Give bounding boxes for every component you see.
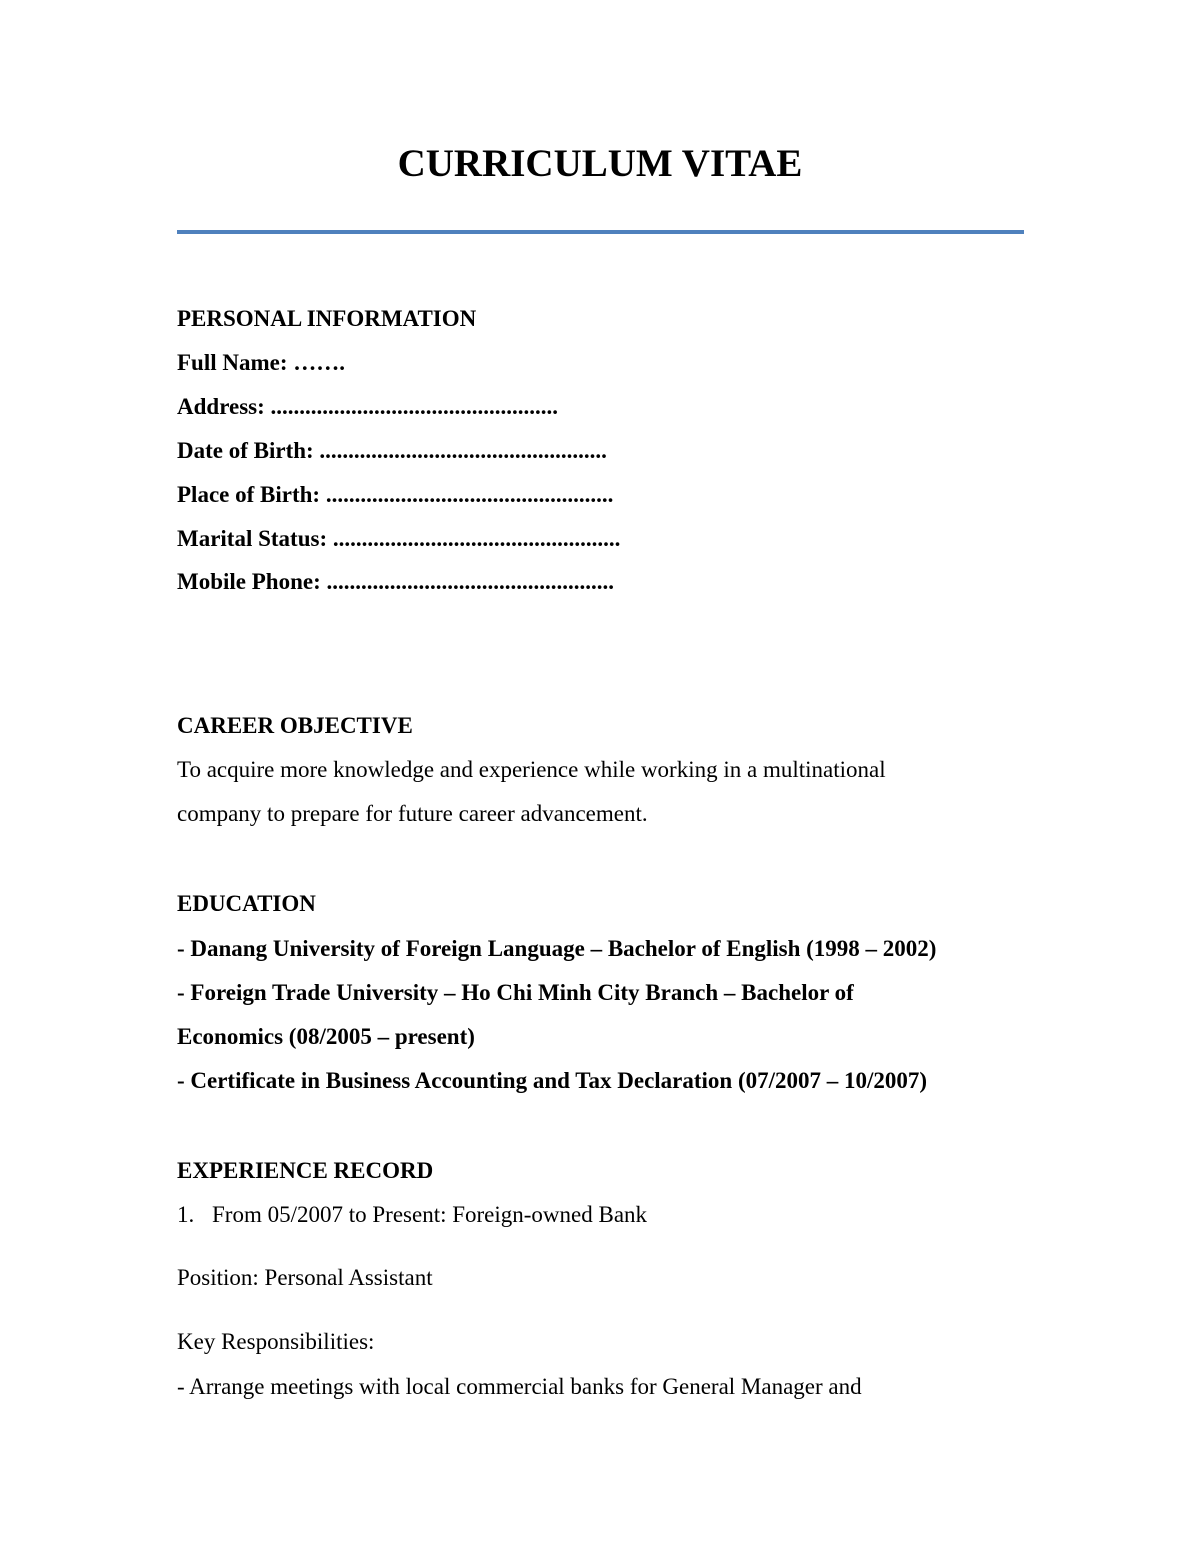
education-item: - Danang University of Foreign Language – Bachelor of English (1998 – 2002): [177, 936, 937, 961]
marital-status-field: Marital Status: ..................................................: [177, 526, 621, 551]
experience-item: [177, 1200, 647, 1230]
date-of-birth-field: Date of Birth: ..................................................: [177, 438, 607, 463]
career-objective-heading: CAREER OBJECTIVE: [177, 713, 413, 738]
career-objective-line: company to prepare for future career advancement.: [177, 801, 648, 826]
education-heading: EDUCATION: [177, 891, 316, 916]
place-of-birth-field: Place of Birth: ..................................................: [177, 482, 614, 507]
full-name-field: Full Name: …….: [177, 350, 346, 375]
key-responsibilities-label: Key Responsibilities:: [177, 1329, 375, 1354]
experience-item-text: From 05/2007 to Present: Foreign-owned Bank: [212, 1202, 648, 1227]
document-title: CURRICULUM VITAE: [397, 142, 803, 185]
title-divider: [177, 230, 1024, 234]
responsibility-item: - Arrange meetings with local commercial banks for General Manager and: [177, 1374, 862, 1399]
position-line: Position: Personal Assistant: [177, 1265, 433, 1290]
personal-info-heading: PERSONAL INFORMATION: [177, 306, 477, 331]
mobile-phone-field: Mobile Phone: ..................................................: [177, 569, 614, 594]
education-item-continued: Economics (08/2005 – present): [177, 1024, 475, 1049]
education-item: - Foreign Trade University – Ho Chi Minh City Branch – Bachelor of: [177, 980, 854, 1005]
career-objective-line: To acquire more knowledge and experience while working in a multinational: [177, 757, 886, 782]
experience-heading: EXPERIENCE RECORD: [177, 1158, 434, 1183]
experience-item-number: 1.: [177, 1202, 195, 1227]
education-item: - Certificate in Business Accounting and Tax Declaration (07/2007 – 10/2007): [177, 1068, 928, 1093]
address-field: Address: ..................................................: [177, 394, 559, 419]
